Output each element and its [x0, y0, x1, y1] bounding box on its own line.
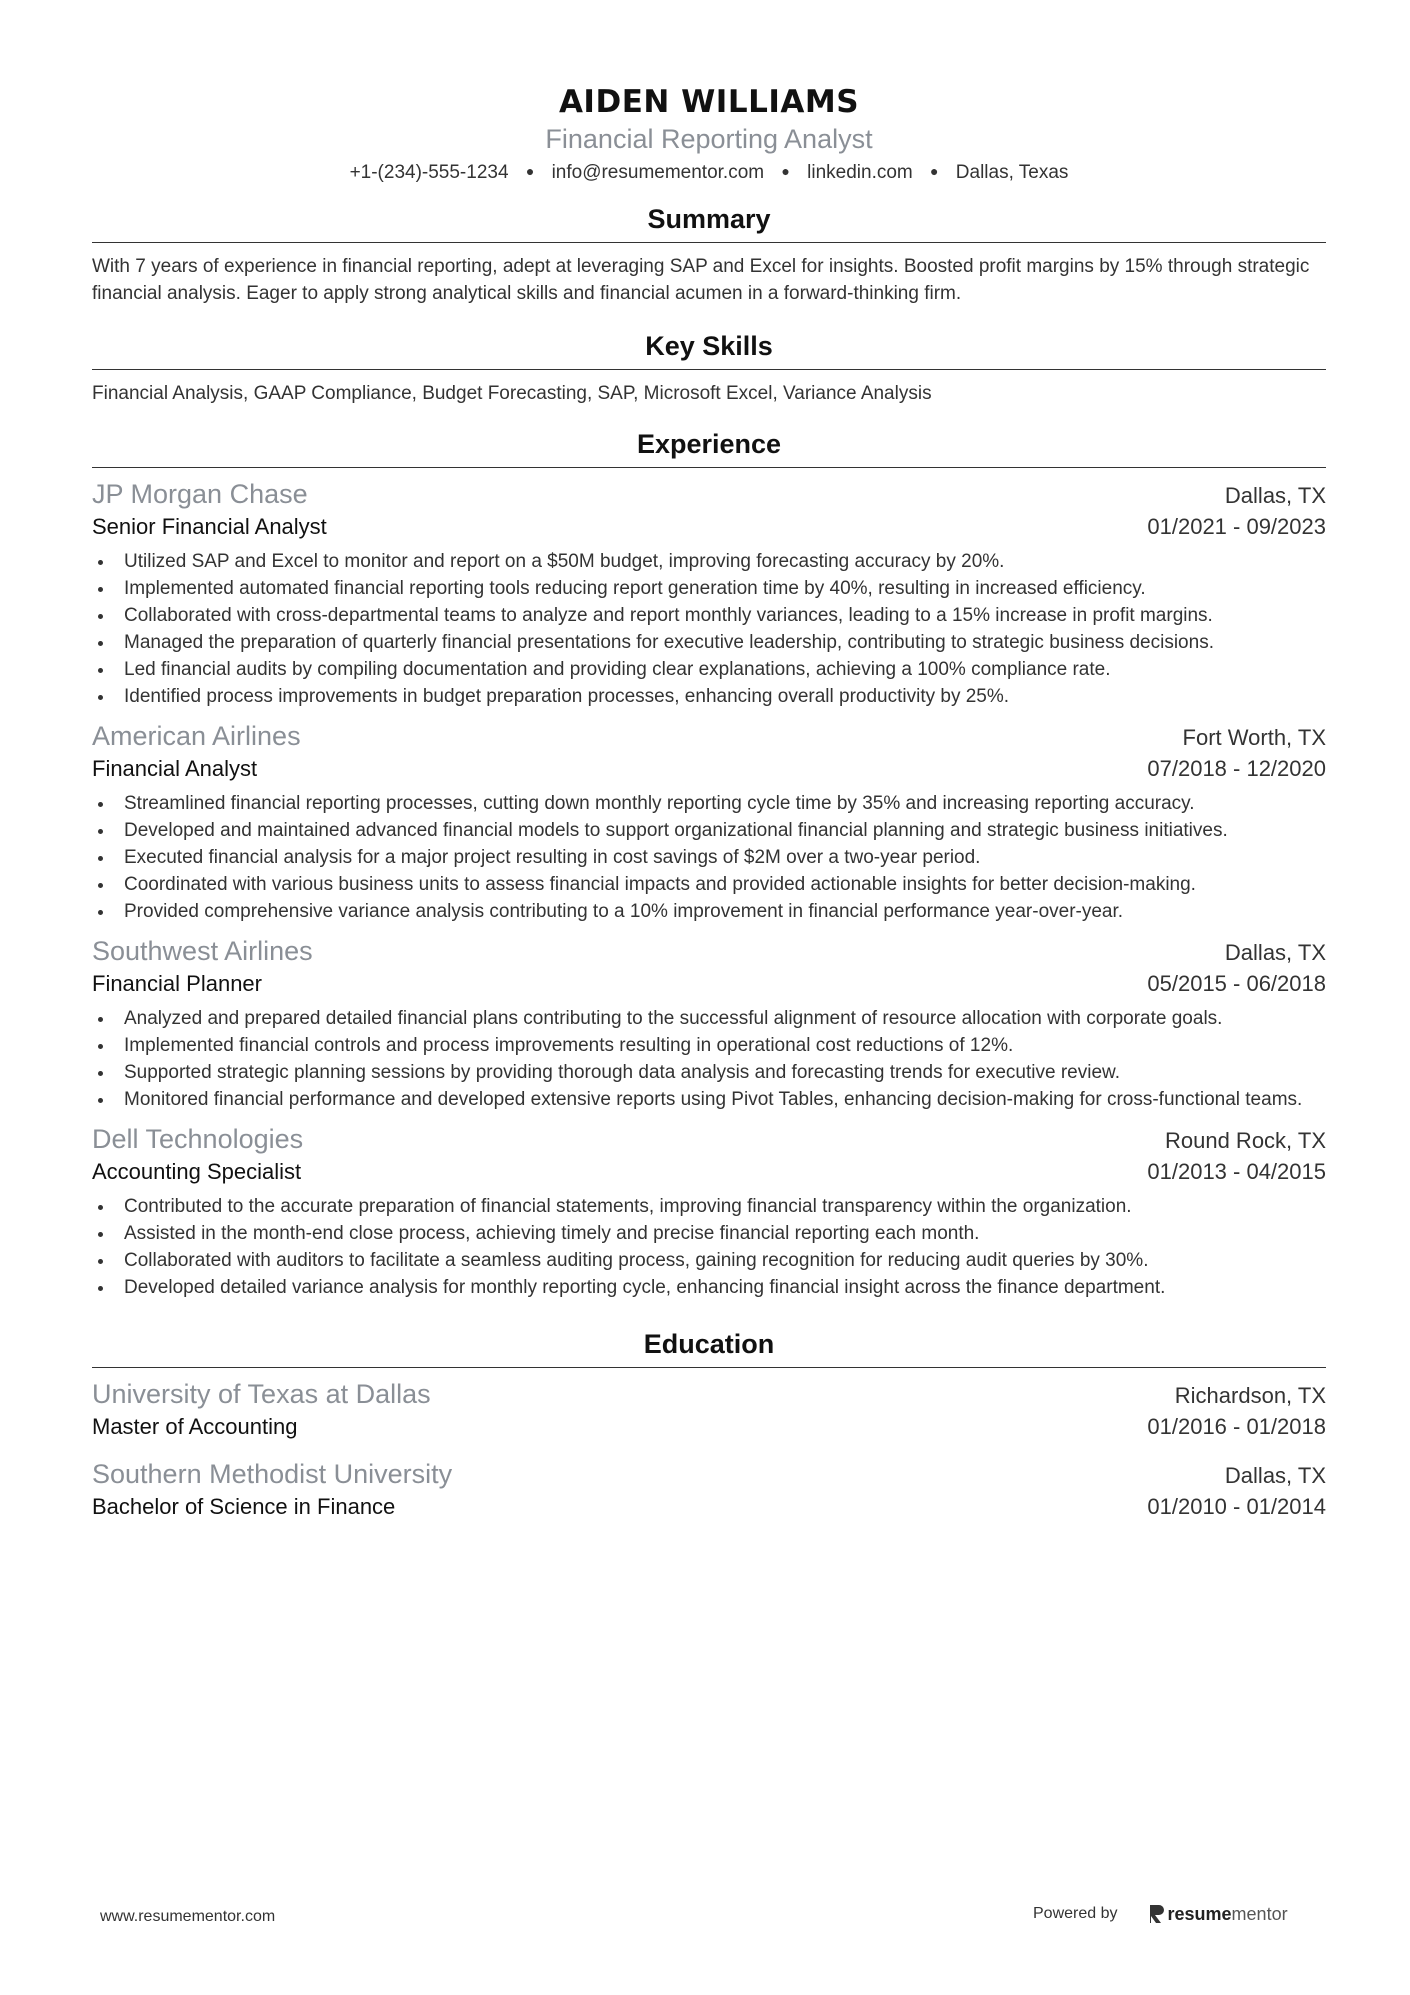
powered-by-label: Powered by: [1033, 1905, 1118, 1922]
bullet-item: Supported strategic planning sessions by providing thorough data analysis and forecasting trends for executive review.: [92, 1059, 1326, 1086]
section-title-education: Education: [92, 1327, 1326, 1368]
email[interactable]: info@resumementor.com: [551, 162, 765, 183]
bullet-item: Managed the preparation of quarterly financial presentations for executive leadership, contributing to strategic business decisions.: [92, 629, 1326, 656]
bullet-item: Collaborated with auditors to facilitate a seamless auditing process, gaining recognition for reducing audit queries by 30%.: [92, 1247, 1326, 1274]
company-name: JP Morgan Chase: [92, 479, 308, 509]
experience-entry: [92, 1121, 1326, 1301]
section-title-skills: Key Skills: [92, 329, 1326, 370]
separator-dot-icon: ●: [525, 163, 535, 179]
bullet-item: Executed financial analysis for a major project resulting in cost savings of $2M over a two-year period.: [92, 844, 1326, 871]
bullet-item: Assisted in the month-end close process, achieving timely and precise financial reporting each month.: [92, 1220, 1326, 1247]
bullet-item: Led financial audits by compiling documentation and providing clear explanations, achieving a 100% compliance rate.: [92, 656, 1326, 683]
bullet-item: Identified process improvements in budget preparation processes, enhancing overall productivity by 25%.: [92, 683, 1326, 710]
education-dates: 01/2016 - 01/2018: [1147, 1414, 1326, 1439]
job-bullets: [92, 1193, 1326, 1301]
job-location: Round Rock, TX: [1164, 1128, 1326, 1153]
separator-dot-icon: ●: [930, 163, 939, 179]
linkedin-link[interactable]: linkedin.com: [807, 162, 913, 183]
footer-website-link[interactable]: www.resumementor.com: [100, 1908, 276, 1925]
job-location: Fort Worth, TX: [1182, 725, 1326, 750]
bullet-item: Coordinated with various business units to assess financial impacts and provided actionable insights for better decision-making.: [92, 871, 1326, 898]
candidate-role: Financial Reporting Analyst: [545, 124, 873, 154]
location: Dallas, Texas: [955, 162, 1069, 183]
candidate-name: AIDEN WILLIAMS: [558, 84, 860, 120]
bullet-item: Developed and maintained advanced financial models to support organizational financial planning and strategic business initiatives.: [92, 817, 1326, 844]
experience-entry: [92, 933, 1326, 1113]
school-name: Southern Methodist University: [92, 1459, 453, 1489]
bullet-item: Utilized SAP and Excel to monitor and report on a $50M budget, improving forecasting accuracy by 20%.: [92, 548, 1326, 575]
education-entry: [92, 1376, 1326, 1442]
resumementor-logo-icon: [1148, 1903, 1164, 1925]
school-location: Dallas, TX: [1224, 1463, 1326, 1488]
summary-section: [92, 202, 1326, 307]
resume-page: [92, 0, 1326, 1522]
job-title: Financial Analyst: [92, 756, 258, 781]
bullet-item: Developed detailed variance analysis for monthly reporting cycle, enhancing financial insight across the finance department.: [92, 1274, 1326, 1301]
resume-header: [92, 0, 1326, 186]
brand-name-light: mentor: [1231, 1903, 1288, 1924]
bullet-item: Analyzed and prepared detailed financial plans contributing to the successful alignment of resource allocation with corporate goals.: [92, 1005, 1326, 1032]
section-title-experience: Experience: [92, 427, 1326, 468]
skills-text: Financial Analysis, GAAP Compliance, Budget Forecasting, SAP, Microsoft Excel, Variance Analysis: [92, 383, 932, 404]
degree: Master of Accounting: [92, 1414, 298, 1439]
job-bullets: [92, 548, 1326, 710]
summary-text: With 7 years of experience in financial reporting, adept at leveraging SAP and Excel for insights. Boosted profit margins by 15% through strategic financial analysis. Eager to apply strong analytical skills and financial acumen in a forward-thinking firm.: [92, 256, 1310, 304]
job-dates: 05/2015 - 06/2018: [1147, 971, 1326, 996]
school-name: University of Texas at Dallas: [92, 1379, 431, 1409]
bullet-item: Implemented financial controls and process improvements resulting in operational cost reductions of 12%.: [92, 1032, 1326, 1059]
job-bullets: [92, 790, 1326, 925]
job-title: Financial Planner: [92, 971, 262, 996]
company-name: American Airlines: [92, 721, 301, 751]
company-name: Southwest Airlines: [92, 936, 313, 966]
job-title: Senior Financial Analyst: [92, 514, 327, 539]
job-location: Dallas, TX: [1224, 940, 1326, 965]
school-location: Richardson, TX: [1174, 1383, 1326, 1408]
job-location: Dallas, TX: [1224, 483, 1326, 508]
education-section: [92, 1327, 1326, 1522]
job-dates: 01/2013 - 04/2015: [1147, 1159, 1326, 1184]
education-entry: [92, 1456, 1326, 1522]
job-bullets: [92, 1005, 1326, 1113]
job-title: Accounting Specialist: [92, 1159, 302, 1184]
degree: Bachelor of Science in Finance: [92, 1494, 396, 1519]
contact-line: [92, 158, 1326, 186]
bullet-item: Contributed to the accurate preparation of financial statements, improving financial transparency within the organization.: [92, 1193, 1326, 1220]
phone: +1-(234)-555-1234: [349, 162, 509, 183]
footer-brand: [1033, 1903, 1288, 1925]
skills-section: [92, 329, 1326, 407]
bullet-item: Provided comprehensive variance analysis contributing to a 10% improvement in financial performance year-over-year.: [92, 898, 1326, 925]
section-title-summary: Summary: [92, 202, 1326, 243]
company-name: Dell Technologies: [92, 1124, 304, 1154]
brand-name-strong: resume: [1167, 1903, 1232, 1924]
education-dates: 01/2010 - 01/2014: [1147, 1494, 1326, 1519]
bullet-item: Collaborated with cross-departmental teams to analyze and report monthly variances, leading to a 15% increase in profit margins.: [92, 602, 1326, 629]
experience-entry: [92, 476, 1326, 710]
resumementor-logo[interactable]: [1148, 1903, 1288, 1925]
bullet-item: Streamlined financial reporting processes, cutting down monthly reporting cycle time by 35% and increasing reporting accuracy.: [92, 790, 1326, 817]
experience-section: [92, 427, 1326, 1301]
job-dates: 07/2018 - 12/2020: [1147, 756, 1326, 781]
separator-dot-icon: ●: [781, 163, 790, 179]
experience-entry: [92, 718, 1326, 925]
bullet-item: Implemented automated financial reporting tools reducing report generation time by 40%, resulting in increased efficiency.: [92, 575, 1326, 602]
job-dates: 01/2021 - 09/2023: [1147, 514, 1326, 539]
bullet-item: Monitored financial performance and developed extensive reports using Pivot Tables, enhancing decision-making for cross-functional teams.: [92, 1086, 1326, 1113]
